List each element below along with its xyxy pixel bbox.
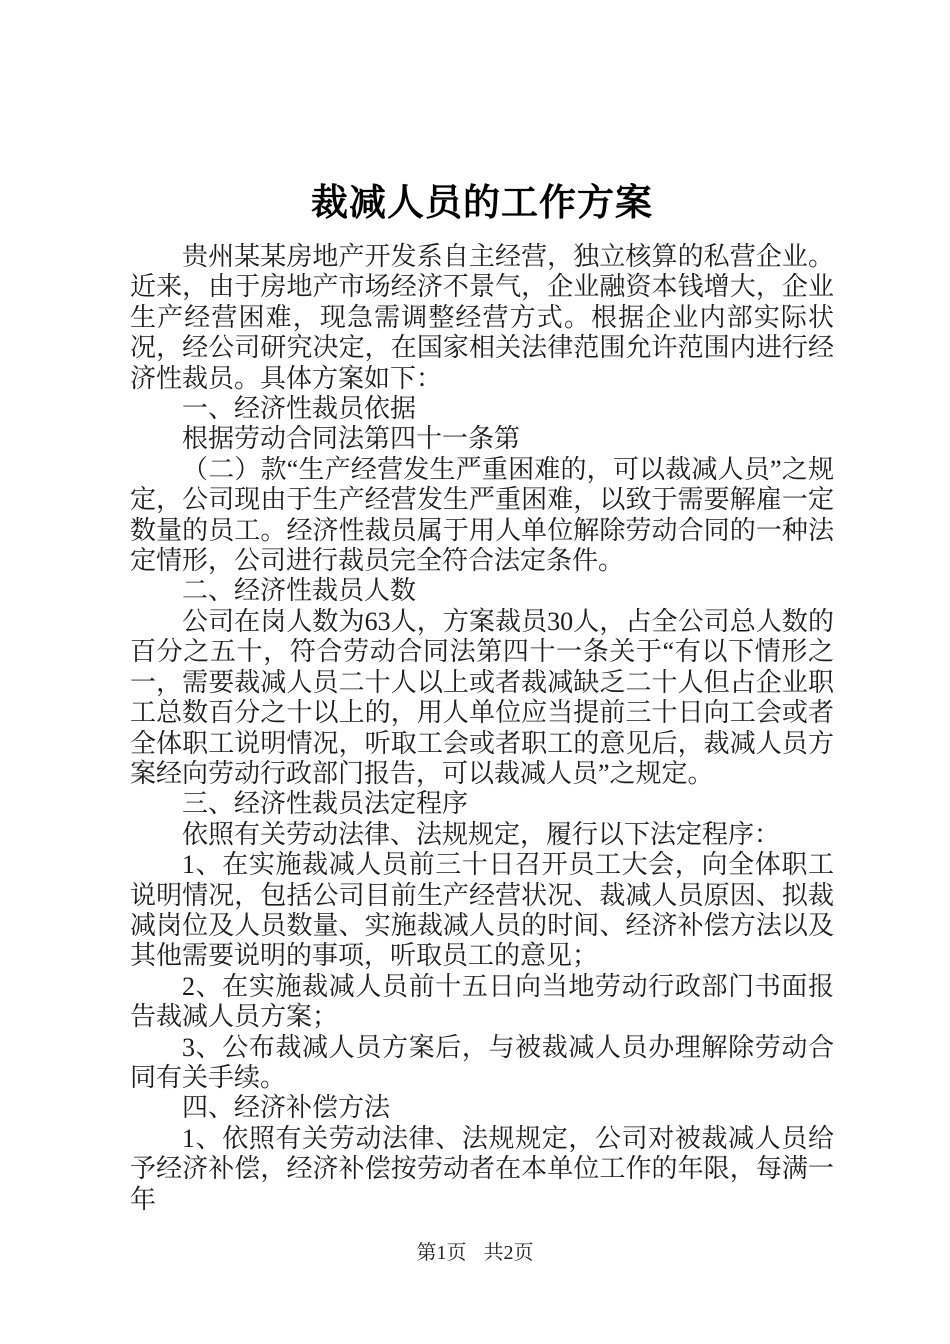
section-heading-3: 三、经济性裁员法定程序 [182,789,469,819]
paragraph-basis: 根据劳动合同法第四十一条第 [182,424,521,454]
document-body [130,180,834,1215]
list-item-procedure-3: 3、公布裁减人员方案后，与被裁减人员办理解除劳动合同有关手续。 [130,1032,834,1092]
paragraph-intro: 贵州某某房地产开发系自主经营，独立核算的私营企业。近来，由于房地产市场经济不景气，企业融资本钱增大，企业生产经营困难，现急需调整经营方式。根据企业内部实际状况，经公司研究决定，在国家相关法律范围允许范围内进行经济性裁员。具体方案如下： [130,242,834,393]
document-title: 裁减人员的工作方案 [311,183,653,224]
paragraph-clause: （二）款“生产经营发生严重困难的，可以裁减人员”之规定，公司现由于生产经营发生严重困难，以致于需要解雇一定数量的员工。经济性裁员属于用人单位解除劳动合同的一种法定情形，公司进行裁员完全符合法定条件。 [130,454,834,576]
paragraph-headcount: 公司在岗人数为63人，方案裁员30人，占全公司总人数的百分之五十，符合劳动合同法第四十一条关于“有以下情形之一，需要裁减人员二十人以上或者裁减缺乏二十人但占企业职工总数百分之十以上的，用人单位应当提前三十日向工会或者全体职工说明情况，听取工会或者职工的意见后，裁减人员方案经向劳动行政部门报告，可以裁减人员”之规定。 [130,606,834,788]
list-item-procedure-2: 2、在实施裁减人员前十五日向当地劳动行政部门书面报告裁减人员方案； [130,971,834,1032]
section-heading-2: 二、经济性裁员人数 [182,576,417,606]
section-heading-4: 四、经济补偿方法 [182,1093,391,1123]
section-heading-1: 一、经济性裁员依据 [182,394,417,424]
list-item-compensation-1: 1、依照有关劳动法律、法规规定，公司对被裁减人员给予经济补偿，经济补偿按劳动者在本单位工作的年限，每满一年 [130,1123,834,1214]
paragraph-procedure-intro: 依照有关劳动法律、法规规定，履行以下法定程序： [182,819,781,849]
page-footer [0,1241,950,1265]
list-item-procedure-1: 1、在实施裁减人员前三十日召开员工大会，向全体职工说明情况，包括公司目前生产经营状况、裁减人员原因、拟裁减岗位及人员数量、实施裁减人员的时间、经济补偿方法以及其他需要说明的事项，听取员工的意见； [130,850,834,971]
page-number-total: 共2页 [483,1242,534,1264]
page-number-current: 第1页 [416,1242,467,1264]
